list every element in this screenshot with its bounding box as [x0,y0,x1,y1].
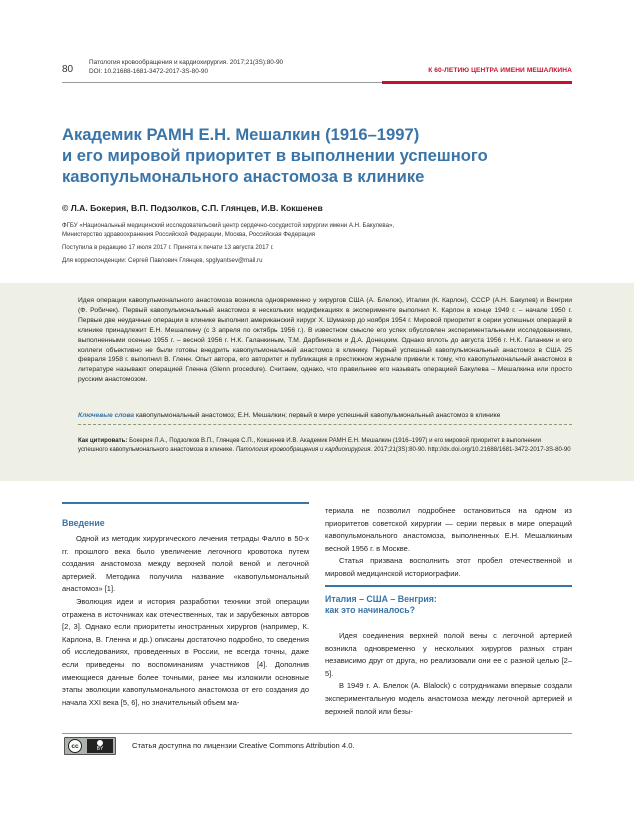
section-heading-italy-usa-hungary [325,594,572,616]
section-heading-line-2: как это начиналось? [325,605,416,615]
doi-line: DOI: 10.21688-1681-3472-2017-3S-80-90 [89,68,209,75]
article-title [62,124,572,187]
license-statement: Статья доступна по лицензии Creative Commons Attribution 4.0. [132,741,355,750]
intro-rule [62,502,309,504]
section-rule [325,585,572,587]
journal-citation-line: Патология кровообращения и кардиохирургия. 2017;21(3S):80-90 [89,59,284,66]
intro-paragraph-1: Одной из методик хирургического лечения тетрады Фалло в 50-х гг. прошлого века было увеличение легочного кровотока путем создания анастомоза между верхней полой веной и легочной артерией. Методика получила название «кавопульмональный анастомоз» [1]. [62,534,309,594]
right-column [325,505,572,581]
title-line-1: Академик РАМН Е.Н. Мешалкин (1916–1997) [62,125,420,144]
title-line-3: кавопульмонального анастомоза в клинике [62,167,425,186]
citation-text: Бокерия Л.А., Подзолков В.П., Глянцев С.П., Кокшенев И.В. Академик РАМН Е.Н. Мешалкин (1916–1997) и его мировой приоритет в выполнении успешного кавопульмонального анастомоза в клинике. [78,437,542,453]
citation-journal: Патология кровообращения и кардиохирургия. [235,446,373,453]
affiliation [62,222,572,239]
received-dates: Поступила в редакцию 17 июля 2017 г. Принята к печати 13 августа 2017 г. [62,244,274,251]
keywords-text: кавопульмональный анастомоз; Е.Н. Мешалкин; первый в мире успешный кавопульмональный анастомоз в клинике [134,412,501,419]
cc-by-license-badge [64,737,116,755]
section-tag: К 60-ЛЕТИЮ ЦЕНТРА ИМЕНИ МЕШАЛКИНА [428,67,572,74]
how-to-cite [78,436,572,454]
by-label: BY [96,746,104,752]
purpose-paragraph: Статья призвана восполнить этот пробел отечественной и мировой медицинской историографии. [325,556,572,578]
correspondence: Для корреспонденции: Сергей Павлович Глянцев, spglyantsev@mail.ru [62,257,263,264]
blalock-paragraph: В 1949 г. А. Блелок (A. Blalock) с сотрудниками впервые создали экспериментальную модель анастомоза между легочной артерией и верхней полой или безы- [325,681,572,716]
citation-label: Как цитировать: [78,437,128,444]
right-body-top [325,505,572,581]
affiliation-line-1: ФГБУ «Национальный медицинский исследовательский центр сердечно-сосудистой хирургии имени А.Н. Бакулева», [62,222,395,229]
intro-heading: Введение [62,518,105,528]
keywords [78,411,572,420]
authors: © Л.А. Бокерия, В.П. Подзолков, С.П. Глянцев, И.В. Кокшенев [62,203,323,213]
continued-paragraph: териала не позволил подробнее остановиться на одном из приоритетов советской хирургии — серии первых в мире операций кавопульмонального анастомоза, выполненных Е.Н. Мешалкиным весной 1956 г. в Москве. [325,506,572,553]
section-heading-line-1: Италия – США – Венгрия: [325,594,437,604]
intro-body [62,533,309,709]
by-icon [87,739,113,753]
right-body-bottom [325,630,572,718]
keywords-label: Ключевые слова [78,412,135,419]
header-accent-rule [382,81,572,84]
journal-info [89,58,283,76]
affiliation-line-2: Министерство здравоохранения Российской Федерации, Москва, Российская Федерация [62,230,316,238]
idea-paragraph: Идея соединения верхней полой вены с легочной артерией возникла одновременно у нескольких хирургов разных стран независимо друг от друга, но реализовали они ее с разной целью [2–5]. [325,631,572,678]
page-number: 80 [62,64,74,75]
cc-icon: cc [68,739,82,753]
keywords-divider [78,424,572,425]
citation-tail: 2017;21(3S):80-90. http://dx.doi.org/10.21688/1681-3472-2017-3S-80-90 [372,446,571,453]
abstract-text: Идея операции кавопульмонального анастомоза возникла одновременно у хирургов США (А. Блелок), Италии (К. Карлон), СССР (А.Н. Бакулев) и Венгрии (Ф. Робичек). Первый кавопульмональный анастомоз в нескольких модификациях в эксперименте выполнил К. Карлон в конце 1949 г. – начале 1950 г. Первые две неудачные операции в клинике выполнил американский хирург Х. Шумахер до ноября 1954 г. Мировой приоритет в серии успешных операций в клинике принадлежит Е.Н. Мешалкину (с 3 апреля по октябрь 1956 г.). В известном смысле его успех обусловлен экспериментальными исследованиями, выполненными осенью 1955 г. – весной 1956 г. Н.К. Галанкиным, Т.М. Дарбиняном и Д.А. Донецким. Однако вплоть до августа 1956 г. Н.К. Галанкин и его коллеги объективно не были готовы внедрить кавопульмональный анастомоз в клинику. Первый успешный кавопульмональный анастомоз в США 25 февраля 1958 г. выполнил В. Гленн. Опыт автора, его авторитет и публикация в престижном журнале привели к тому, что кавопульмональный анастомоз в литературе называют операцией Гленна (Glenn procedure). Считаем, однако, что правильнее его называть операцией Бакулева – Мешалкина или просто русским анастомозом. [78,297,572,384]
left-column [62,518,309,709]
footer-rule [62,733,572,734]
intro-paragraph-2: Эволюция идеи и история разработки техники этой операции отражена в источниках как отечественных, так и зарубежных авторов [2, 3]. Однако если приоритеты иностранных хирургов (например, К. Карлона, В. Гленна и др.) описаны достаточно подробно, то сведения об исследованиях, проведенных в России, не всегда точны, даже если приведены по воспоминаниям участников [4]. Дополнив имеющиеся данные более точными, ранее мы изложили основные этапы эволюции кавопульмонального анастомоза от его создания до начала XXI века [5, 6], но значительный объем ма- [62,596,309,707]
title-line-2: и его мировой приоритет в выполнении успешного [62,146,488,165]
